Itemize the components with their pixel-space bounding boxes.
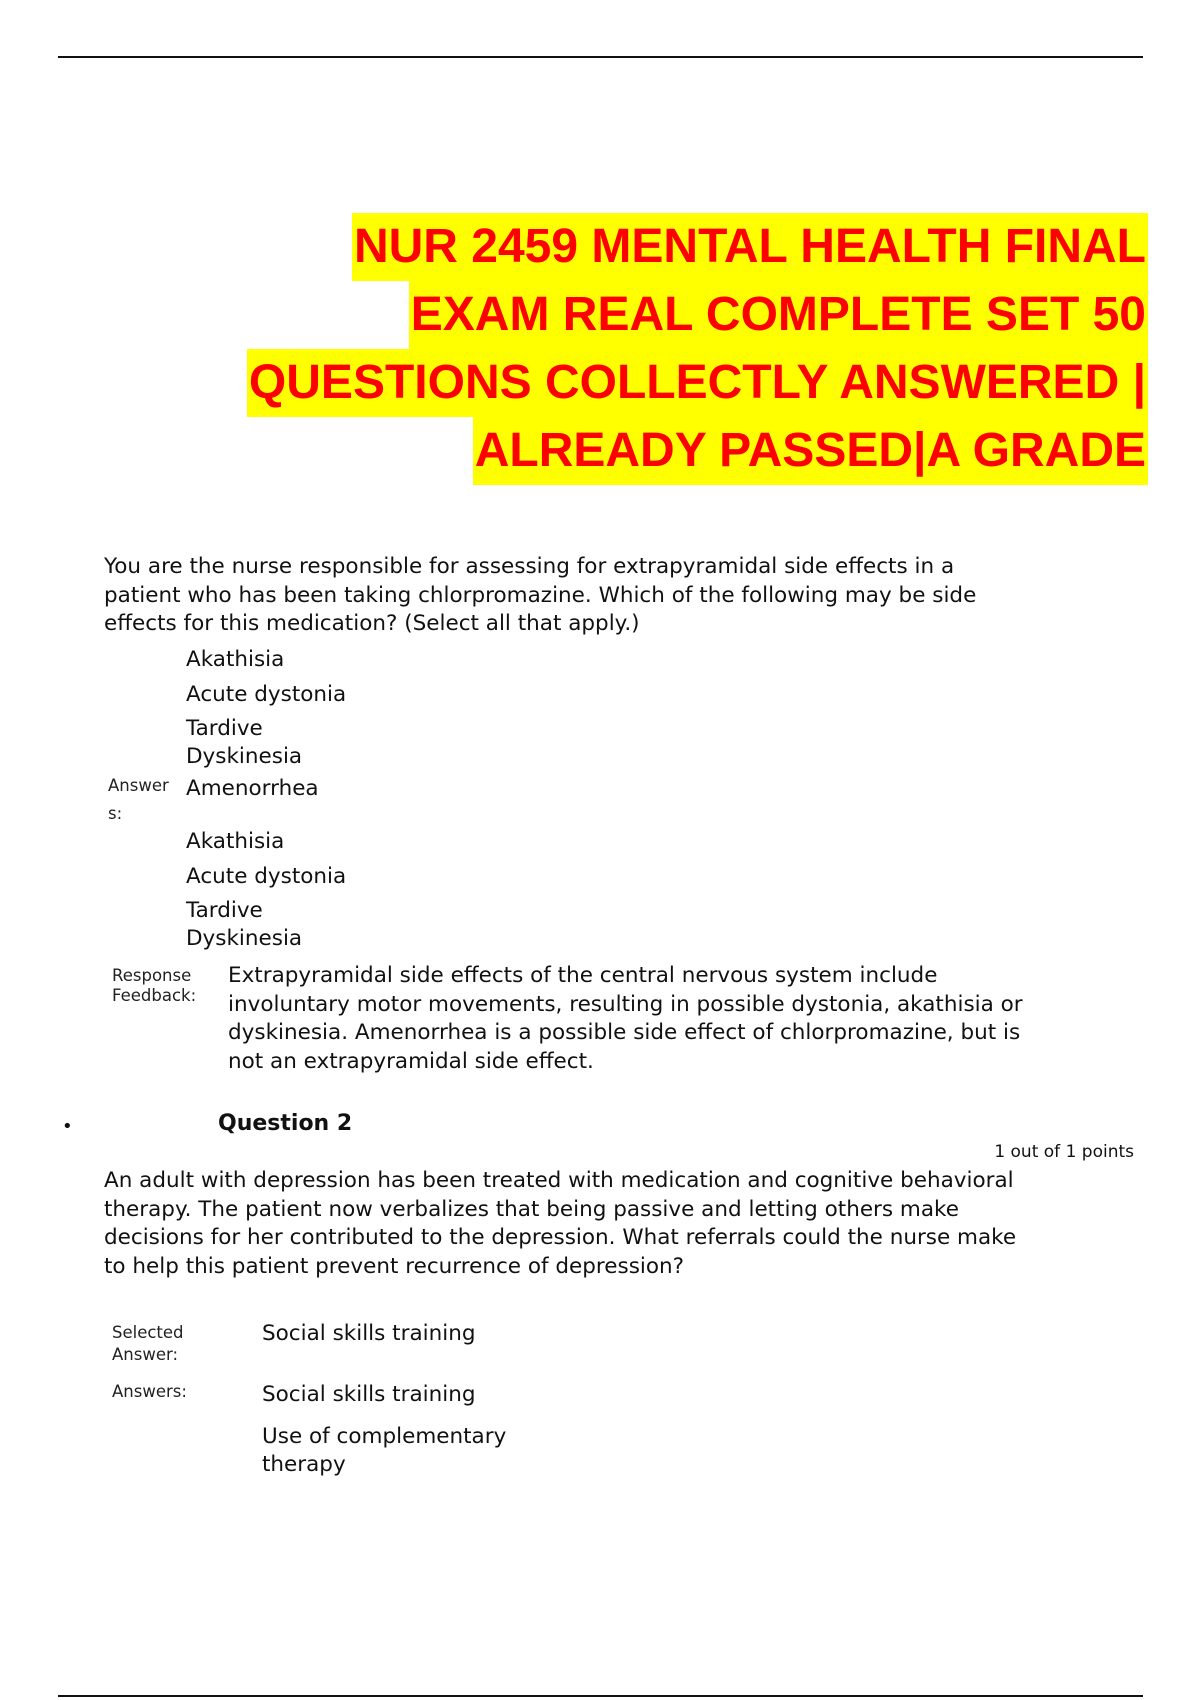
q1-answer-acute-dystonia: Acute dystonia	[186, 864, 347, 889]
document-title	[128, 213, 1148, 485]
question-2-stem: An adult with depression has been treated with medication and cognitive behavioral therapy. The patient now verbalizes that being passive and letting others make decisions for her contributed to the depression. What referrals could the nurse make to help this patient prevent recurrence of depression?	[104, 1168, 1017, 1279]
title-line-3: QUESTIONS COLLECTLY ANSWERED |	[247, 349, 1148, 417]
q2-answer-social-skills: Social skills training	[262, 1382, 476, 1407]
title-line-4: ALREADY PASSED|A GRADE	[473, 417, 1148, 485]
q1-option-akathisia: Akathisia	[186, 647, 285, 672]
question-1-stem: You are the nurse responsible for assessing for extrapyramidal side effects in a patient who has been taking chlorpromazine. Which of the following may be side effects for this medication? (Select all that apply.)	[104, 554, 977, 636]
top-rule	[58, 56, 1143, 58]
title-line-1: NUR 2459 MENTAL HEALTH FINAL	[352, 213, 1148, 281]
q1-option-tardive-dyskinesia: Tardive Dyskinesia	[186, 716, 303, 769]
bottom-rule	[58, 1695, 1143, 1697]
q1-response-feedback: Extrapyramidal side effects of the central nervous system include involuntary motor movements, resulting in possible dystonia, akathisia or dyskinesia. Amenorrhea is a possible side effect of chlorpromazine, but is not an extrapyramidal side effect.	[228, 963, 1023, 1074]
q1-feedback-label-line2: Feedback:	[112, 986, 197, 1005]
q2-selected-label-line2: Answer:	[112, 1345, 179, 1364]
q1-option-amenorrhea: Amenorrhea	[186, 776, 319, 801]
q1-feedback-label-line1: Response	[112, 966, 192, 985]
question-2-title: Question 2	[218, 1111, 353, 1136]
question-2-bullet: •	[62, 1116, 73, 1137]
q1-answer-akathisia: Akathisia	[186, 829, 285, 854]
q2-selected-answer: Social skills training	[262, 1321, 476, 1346]
q2-answers-label: Answers:	[112, 1382, 187, 1401]
q2-selected-label-line1: Selected	[112, 1323, 184, 1342]
q1-option-acute-dystonia: Acute dystonia	[186, 682, 347, 707]
question-2-points: 1 out of 1 points	[994, 1142, 1134, 1162]
q1-answer-tardive-dyskinesia: Tardive Dyskinesia	[186, 898, 303, 951]
title-line-2: EXAM REAL COMPLETE SET 50	[409, 281, 1148, 349]
q1-answers-label-line2: s:	[108, 804, 123, 823]
q2-answer-complementary-therapy: Use of complementary therapy	[262, 1424, 507, 1477]
q1-answers-label-line1: Answer	[108, 776, 169, 795]
